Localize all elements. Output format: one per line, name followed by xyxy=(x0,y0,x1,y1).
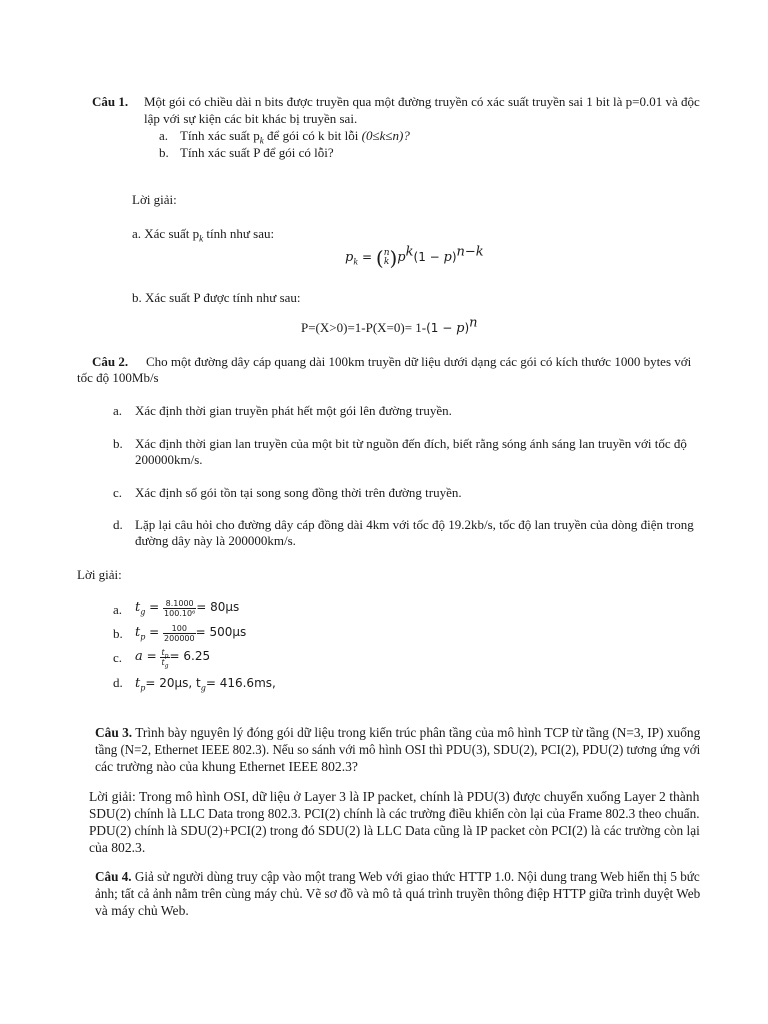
q1-a-marker: a. xyxy=(159,128,169,143)
q2-ans-c-marker: c. xyxy=(113,650,123,665)
q4-line2: ảnh; tất cả ảnh nằm trên cùng máy chủ. Vẽ sơ đồ và mô tả quá trình truyền thông điệp HTTP giữa trình duyệt Web xyxy=(95,886,701,901)
q2-ans-d-marker: d. xyxy=(113,675,123,690)
q2-label: Câu 2. xyxy=(92,354,129,369)
q1-line2: lập với sự kiện các bit khác bị truyền sai. xyxy=(144,111,358,126)
q1-b-question: Tính xác suất P để gói có lỗi? xyxy=(180,145,334,160)
q3-line3: các trường nào của khung Ethernet IEEE 802.3? xyxy=(95,759,358,774)
q1-a-question: Tính xác suất $p_k$ để gói có k bit lỗi (0≤k≤n)? xyxy=(180,128,410,146)
q3-line2: tầng (N=2, Ethernet IEEE 802.3). Nếu so sánh với mô hình OSI thì PDU(3), SDU(2), PCI(2), PDU(2) tương ứng với xyxy=(95,742,701,757)
q4-line3: và máy chủ Web. xyxy=(95,903,189,918)
q3-answer-line4: của 802.3. xyxy=(89,840,146,855)
q2-solution-heading: Lời giải: xyxy=(77,567,122,582)
q2-item-b-line1: Xác định thời gian lan truyền của một bit từ nguồn đến đích, biết rằng sóng ánh sáng lan truyền với tốc độ xyxy=(135,436,687,451)
q2-item-a-marker: a. xyxy=(113,403,123,418)
q1-b-marker: b. xyxy=(159,145,169,160)
q2-ans-b: $t_p$ = $\frac{100}{200000}$ = 500μs xyxy=(135,623,247,643)
q3-question: Câu 3. Trình bày nguyên lý đóng gói dữ liệu trong kiến trúc phân tầng của mô hình TCP từ tầng (N=3, IP) xuống xyxy=(95,725,701,740)
q2-item-d-line1: Lặp lại câu hỏi cho đường dây cáp đồng dài 4km với tốc độ 19.2kb/s, tốc độ lan truyền của dòng điện trong xyxy=(135,517,694,532)
q2-item-b-marker: b. xyxy=(113,436,123,451)
q1-sol-a: a. Xác suất $p_k$ tính như sau: xyxy=(132,226,275,244)
q2-ans-a: $t_g$ = $\frac{8.1000}{\text{100.10⁶}}$ = 80μs xyxy=(135,598,240,618)
q3-answer-line3: PDU(2) chính là SDU(2)+PCI(2) trong đó SDU(2) là LLC Data cũng là IP packet còn PCI(2) là các trường còn lại xyxy=(89,823,700,838)
q2-ans-d: $t_p= 20\mu s$, $t_g= 416.6ms$, xyxy=(135,676,276,693)
q1-sol-b: b. Xác suất P được tính như sau: xyxy=(132,290,301,305)
q4-question: Câu 4. Giả sử người dùng truy cập vào một trang Web với giao thức HTTP 1.0. Nội dung trang Web hiển thị 5 bức xyxy=(95,869,700,884)
q1-label: Câu 1. xyxy=(92,94,129,109)
q2-item-a: Xác định thời gian truyền phát hết một gói lên đường truyền. xyxy=(135,403,452,418)
q3-answer-line1: Lời giải: Trong mô hình OSI, dữ liệu ở Layer 3 là IP packet, chính là PDU(3) được chuyển xuống Layer 2 thành xyxy=(89,789,700,804)
q1-formula-p: $P=(X>0)=1-P(X=0)= 1-(1 - p)^n$ xyxy=(301,315,478,336)
q2-ans-a-marker: a. xyxy=(113,602,123,617)
q3-answer-line2: SDU(2) chính là LLC Data trong 802.3. PCI(2) chính là các trường điều khiển còn lại của Frame 802.3 theo chuẩn. xyxy=(89,806,700,821)
q2-item-b-line2: 200000km/s. xyxy=(135,452,203,467)
q1-solution-heading: Lời giải: xyxy=(132,192,177,207)
q2-line1: Cho một đường dây cáp quang dài 100km truyền dữ liệu dưới dạng các gói có kích thước 1000 bytes với xyxy=(146,354,692,369)
q2-item-c: Xác định số gói tồn tại song song đồng thời trên đường truyền. xyxy=(135,485,462,500)
q2-ans-b-marker: b. xyxy=(113,626,123,641)
q2-item-d-marker: d. xyxy=(113,517,123,532)
q1-formula-pk: $p_k$ = ( n k )$p^k(1 - p)^{n-k}$ xyxy=(345,244,484,271)
q2-ans-c: a = $\frac{t_p}{t_g}$ = 6.25 xyxy=(135,647,211,670)
q2-line2: tốc độ 100Mb/s xyxy=(77,370,159,385)
q2-item-d-line2: đường dây này là 200000km/s. xyxy=(135,533,296,548)
q1-line1: Một gói có chiều dài n bits được truyền qua một đường truyền có xác suất truyền sai 1 bit là p=0.01 và độc xyxy=(144,94,700,109)
q2-item-c-marker: c. xyxy=(113,485,123,500)
